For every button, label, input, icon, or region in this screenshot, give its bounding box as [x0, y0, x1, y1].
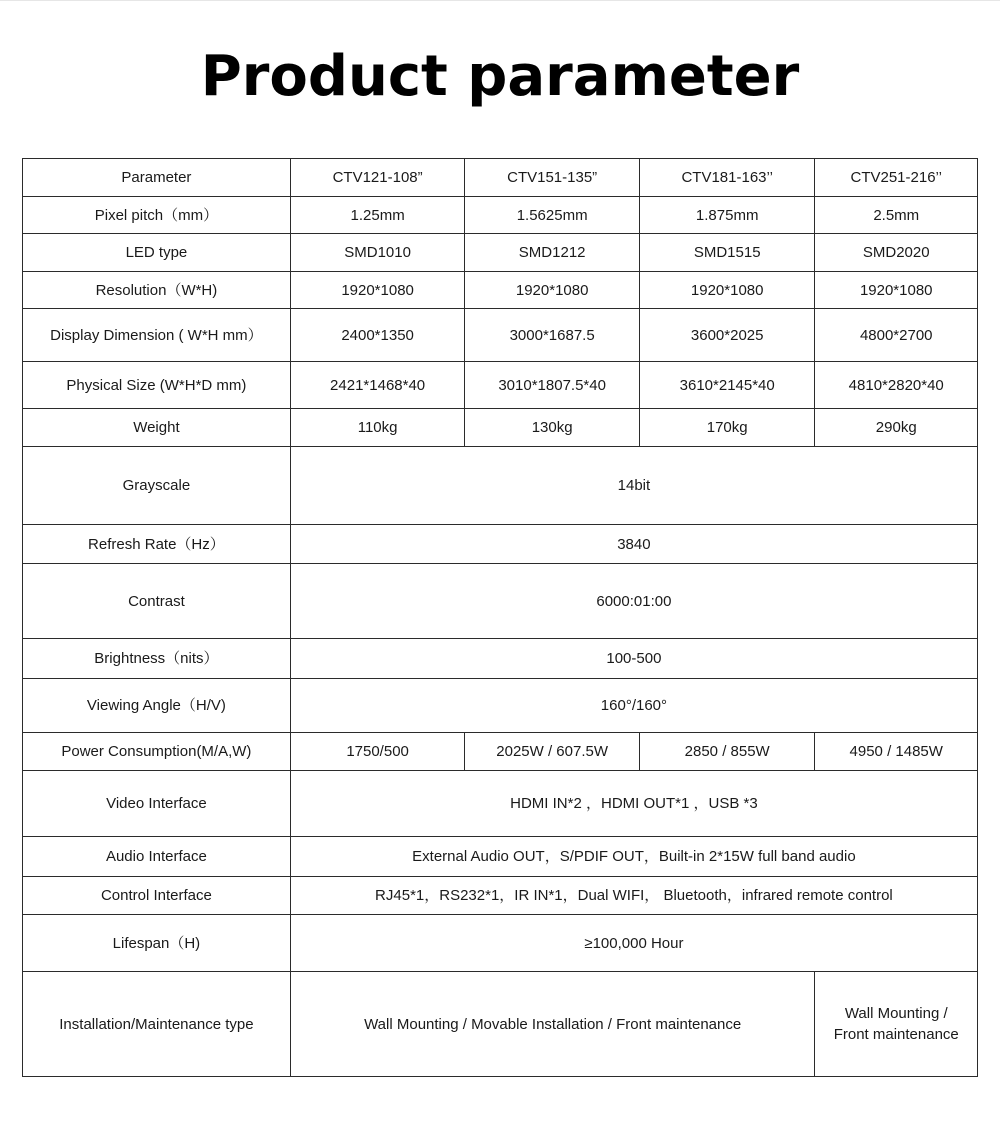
cell-value: SMD1010 — [290, 234, 465, 272]
table-row-header — [23, 159, 978, 197]
cell-value: 100-500 — [290, 639, 977, 679]
row-label: Brightness（nits） — [23, 639, 291, 679]
cell-value: Wall Mounting / Movable Installation / Front maintenance — [290, 972, 815, 1077]
table-row-physical-size — [23, 362, 978, 409]
cell-value: 3610*2145*40 — [639, 362, 815, 409]
cell-value: 2.5mm — [815, 197, 978, 234]
cell-value: ≥100,000 Hour — [290, 915, 977, 972]
table-row-video-interface — [23, 771, 978, 837]
cell-value: 2850 / 855W — [639, 733, 815, 771]
parameter-table — [22, 158, 978, 1077]
row-label: Pixel pitch（mm） — [23, 197, 291, 234]
cell-value: SMD1515 — [639, 234, 815, 272]
row-label: Control Interface — [23, 877, 291, 915]
cell-value: 2025W / 607.5W — [465, 733, 640, 771]
table-row-weight — [23, 409, 978, 447]
row-label: Audio Interface — [23, 837, 291, 877]
page-title: Product parameter — [200, 44, 800, 109]
cell-value: 3000*1687.5 — [465, 309, 640, 362]
cell-value: 6000:01:00 — [290, 564, 977, 639]
cell-value: SMD2020 — [815, 234, 978, 272]
table-row-power-consumption — [23, 733, 978, 771]
top-divider — [0, 0, 1000, 1]
row-label: Resolution（W*H) — [23, 272, 291, 309]
row-label: Physical Size (W*H*D mm) — [23, 362, 291, 409]
table-row-installation — [23, 972, 978, 1077]
row-label: Lifespan（H) — [23, 915, 291, 972]
table-row-led-type — [23, 234, 978, 272]
model-name: CTV251-216’’ — [815, 159, 978, 197]
cell-line: Wall Mounting / — [844, 1005, 948, 1022]
row-label: Power Consumption(M/A,W) — [23, 733, 291, 771]
cell-value: 170kg — [639, 409, 815, 447]
model-name: CTV121-108” — [290, 159, 465, 197]
cell-value: 2421*1468*40 — [290, 362, 465, 409]
table-row-display-dimension — [23, 309, 978, 362]
row-label: Contrast — [23, 564, 291, 639]
row-label: Parameter — [23, 159, 291, 197]
cell-value: 3010*1807.5*40 — [465, 362, 640, 409]
cell-value: External Audio OUT，S/PDIF OUT，Built-in 2*15W full band audio — [290, 837, 977, 877]
table-row-grayscale — [23, 447, 978, 525]
row-label: Grayscale — [23, 447, 291, 525]
model-name: CTV151-135” — [465, 159, 640, 197]
table-row-viewing-angle — [23, 679, 978, 733]
cell-line: Front maintenance — [833, 1026, 959, 1043]
cell-value: 110kg — [290, 409, 465, 447]
table-row-pixel-pitch — [23, 197, 978, 234]
cell-value: 14bit — [290, 447, 977, 525]
cell-value: 160°/160° — [290, 679, 977, 733]
cell-value-multiline — [815, 972, 978, 1077]
row-label: Display Dimension ( W*H mm） — [23, 309, 291, 362]
table-row-lifespan — [23, 915, 978, 972]
row-label: Installation/Maintenance type — [23, 972, 291, 1077]
row-label: Weight — [23, 409, 291, 447]
table-row-audio-interface — [23, 837, 978, 877]
table-row-resolution — [23, 272, 978, 309]
cell-value: 1920*1080 — [465, 272, 640, 309]
cell-value: 3600*2025 — [639, 309, 815, 362]
cell-value: 4800*2700 — [815, 309, 978, 362]
model-name: CTV181-163’’ — [639, 159, 815, 197]
cell-value: 1.25mm — [290, 197, 465, 234]
table-row-contrast — [23, 564, 978, 639]
cell-value: 4810*2820*40 — [815, 362, 978, 409]
cell-value: RJ45*1，RS232*1，IR IN*1，Dual WIFI， Bluetooth，infrared remote control — [290, 877, 977, 915]
table-row-control-interface — [23, 877, 978, 915]
row-label: Video Interface — [23, 771, 291, 837]
cell-value: SMD1212 — [465, 234, 640, 272]
cell-value: 1920*1080 — [639, 272, 815, 309]
table-row-brightness — [23, 639, 978, 679]
row-label: LED type — [23, 234, 291, 272]
cell-value: 3840 — [290, 525, 977, 564]
cell-value: 2400*1350 — [290, 309, 465, 362]
table-row-refresh-rate — [23, 525, 978, 564]
row-label: Refresh Rate（Hz） — [23, 525, 291, 564]
cell-value: 1.5625mm — [465, 197, 640, 234]
cell-value: 4950 / 1485W — [815, 733, 978, 771]
row-label: Viewing Angle（H/V) — [23, 679, 291, 733]
cell-value: 1920*1080 — [815, 272, 978, 309]
cell-value: 1750/500 — [290, 733, 465, 771]
cell-value: 1.875mm — [639, 197, 815, 234]
cell-value: 1920*1080 — [290, 272, 465, 309]
cell-value: 130kg — [465, 409, 640, 447]
cell-value: HDMI IN*2 ，HDMI OUT*1 ，USB *3 — [290, 771, 977, 837]
cell-value: 290kg — [815, 409, 978, 447]
